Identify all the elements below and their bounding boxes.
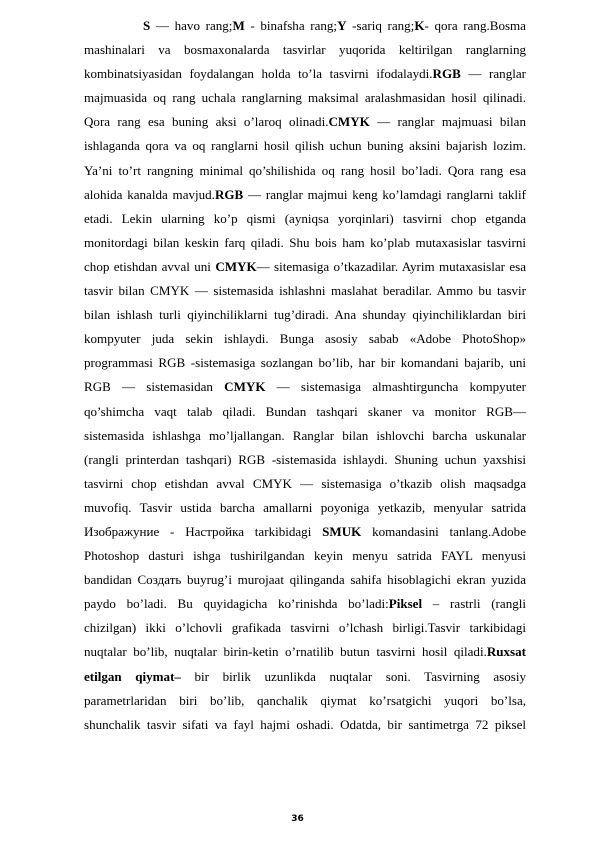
- text-line: [84, 592, 526, 616]
- text-line: [84, 640, 526, 664]
- text-run: – rastrli (rangli: [422, 596, 526, 612]
- text-run: programmasi RGB -sistemasiga sozlangan bo’lib, har bir komandani bajarib, uni: [84, 355, 526, 371]
- text-run: mashinalari va bosmaxonalarda tasvirlar yuqorida keltirilgan ranglarning: [84, 42, 526, 58]
- text-line: [84, 134, 526, 158]
- text-line: [84, 544, 526, 568]
- text-run: kompyuter juda sekin ishlaydi. Bunga asosiy sabab «Adobe PhotoShop»: [84, 331, 526, 347]
- text-line: [84, 424, 526, 448]
- text-run: tasvirni chop etishdan avval CMYK — sistemasiga o’tkazib olish maqsadga: [84, 475, 526, 491]
- text-line: [84, 86, 526, 110]
- text-run: parametrlaridan biri bo’lib, qanchalik qiymat ko’rsatgichi yuqori bo’lsa,: [84, 692, 526, 708]
- text-line: [84, 62, 526, 86]
- text-run: Ya’ni to’rt rangning minimal qo’shilishida oq rang hosil bo’ladi. Qora rang esa: [84, 162, 526, 178]
- text-run: paydo bo’ladi. Bu quyidagicha ko’rinishda bo’ladi:: [84, 596, 389, 612]
- bold-term: CMYK: [224, 379, 266, 395]
- bold-term: S: [143, 18, 151, 33]
- bold-term: CMYK: [328, 114, 370, 130]
- text-line: [84, 231, 526, 255]
- bold-term: SMUK: [322, 523, 362, 539]
- document-body: [84, 14, 526, 737]
- bold-term: M: [232, 18, 245, 33]
- text-run: qo’shimcha vaqt talab qiladi. Bundan tashqari skaner va monitor RGB—: [84, 403, 526, 419]
- text-run: alohida kanalda mavjud.: [84, 186, 215, 202]
- text-run: komandasini tanlang.Adobe: [361, 523, 526, 539]
- text-line: [84, 327, 526, 351]
- text-run: RGB — sistemasidan: [84, 379, 225, 395]
- text-line: [84, 520, 526, 544]
- text-run: — sitemasiga o’tkazadilar. Ayrim mutaxasislar esa: [256, 258, 527, 274]
- text-line: [84, 207, 526, 231]
- text-line: [84, 279, 526, 303]
- text-run: monitordagi bilan keskin farq qiladi. Shu bois ham ko’plab mutaxasislar tasvirni: [84, 234, 526, 250]
- bold-term: etilgan qiymat–: [84, 668, 181, 684]
- text-run: tasvir bilan CMYK — sistemasida ishlashni maslahat beradilar. Ammo bu tasvir: [84, 283, 526, 299]
- text-run: — ranglar majmuasi bilan: [369, 114, 526, 130]
- text-line: [84, 14, 526, 38]
- text-run: bilan ishlash turli qiyinchiliklarni tug’diradi. Ana shunday qiyinchiliklardan biri: [84, 307, 526, 323]
- text-run: kombinatsiyasidan foydalangan holda to’la tasvirni ifodalaydi.: [84, 66, 433, 82]
- bold-term: Piksel: [388, 596, 423, 612]
- text-line: [84, 713, 526, 737]
- text-line: [84, 159, 526, 183]
- text-run: muvofiq. Tasvir ustida barcha amallarni poyoniga yetkazib, menyular satrida: [84, 499, 526, 515]
- text-run: -sariq rang;: [346, 18, 415, 33]
- bold-term: Y: [337, 18, 347, 33]
- text-run: - binafsha rang;: [244, 18, 338, 33]
- text-run: — sistemasiga almashtirguncha kompyuter: [265, 379, 526, 395]
- text-run: bir birlik uzunlikda nuqtalar soni. Tasvirning asosiy: [180, 668, 526, 684]
- text-line: [84, 255, 526, 279]
- bold-term: K: [414, 18, 425, 33]
- text-run: ishlaganda qora va oq ranglarni hosil qilish uchun buning aksini bajarish lozim.: [84, 138, 526, 154]
- text-run: sistemasida ishlashga mo’ljallangan. Ranglar bilan ishlovchi barcha uskunalar: [84, 427, 526, 443]
- text-line: [84, 183, 526, 207]
- bold-term: RGB: [432, 66, 461, 82]
- bold-term: Ruxsat: [486, 644, 526, 660]
- text-run: Photoshop dasturi ishga tushirilgandan keyin menyu satrida FAYL menyusi: [84, 548, 526, 564]
- text-line: [84, 110, 526, 134]
- text-line: [84, 496, 526, 520]
- text-run: majmuasida oq rang uchala ranglarning maksimal aralashmasidan hosil qilinadi.: [84, 90, 526, 106]
- text-line: [84, 665, 526, 689]
- text-run: — havo rang;: [150, 18, 233, 33]
- text-run: Qora rang esa buning aksi o’laroq olinadi.: [84, 114, 329, 130]
- text-run: bandidan Создать buyrug’i murojaat qilinganda sahifa hisoblagichi ekran yuzida: [84, 572, 526, 588]
- text-line: [84, 616, 526, 640]
- text-line: [84, 303, 526, 327]
- text-run: nuqtalar bo’lib, nuqtalar birin-ketin o’rnatilib butun tasvirni hosil qiladi.: [84, 644, 487, 660]
- text-run: etadi. Lekin ularning ko’p qismi (ayniqsa yorqinlari) tasvirni chop etganda: [84, 210, 526, 226]
- text-line: [84, 689, 526, 713]
- text-run: Изображуние - Настройка tarkibidagi: [84, 523, 323, 539]
- text-line: [84, 400, 526, 424]
- bold-term: CMYK: [215, 258, 257, 274]
- text-line: [84, 448, 526, 472]
- text-line: [84, 351, 526, 375]
- text-line: [84, 568, 526, 592]
- text-run: — ranglar: [460, 66, 526, 82]
- page-number: 36: [291, 814, 304, 824]
- text-run: chop etishdan avval uni: [84, 258, 216, 274]
- text-run: (rangli printerdan tashqari) RGB -sistemasida ishlaydi. Shuning uchun yaxshisi: [84, 451, 526, 467]
- bold-term: RGB: [214, 186, 244, 202]
- text-line: [84, 472, 526, 496]
- text-line: [84, 38, 526, 62]
- text-run: - qora rang.Bosma: [424, 18, 526, 33]
- text-run: shunchalik tasvir sifati va fayl hajmi oshadi. Odatda, bir santimetrga 72 piksel: [84, 716, 526, 732]
- text-run: — ranglar majmui keng ko’lamdagi ranglarni taklif: [243, 186, 527, 202]
- text-run: chizilgan) ikki o’lchovli grafikada tasvirni o’lchash birligi.Tasvir tarkibidagi: [84, 620, 526, 636]
- text-line: [84, 375, 526, 399]
